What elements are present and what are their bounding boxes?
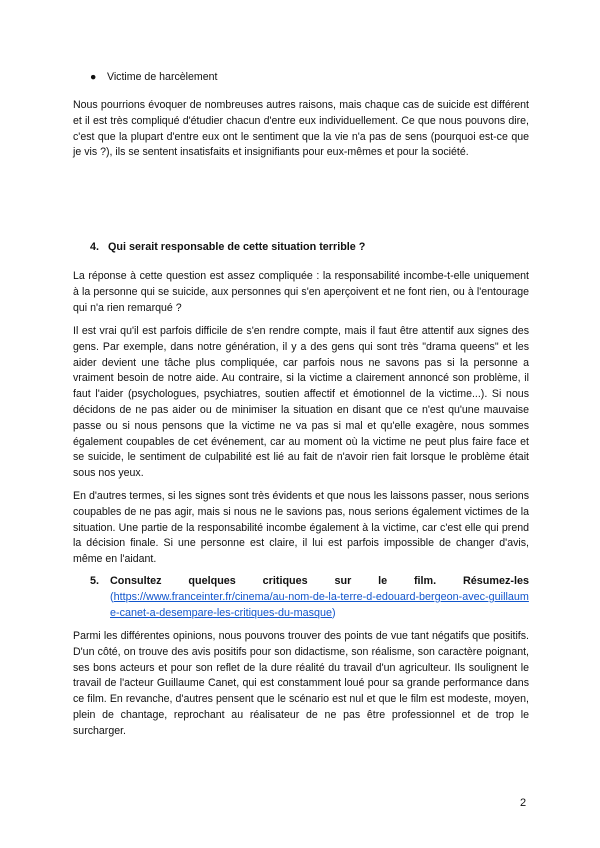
- paragraph-opinions: Parmi les différentes opinions, nous pouvons trouver des points de vue tant négatifs que positifs. D'un côté, on trouve des avis positifs pour son didactisme, son réalisme, son caractère poignant, ses bons acteurs et pour son reflet de la dure réalité du travail d'un agriculteur. Ils soulignent le travail de l'acteur Guillaume Canet, qui est constamment loué pour sa grande performance dans ce film. En revanche, d'autres pensent que le scénario est nul et que le film est modeste, moyen, plein de chantage, reprochant au réalisateur de ne pas être professionnel et de trop le surcharger.: [73, 630, 529, 737]
- paragraph-answer: La réponse à cette question est assez compliquée : la responsabilité incombe-t-elle uniquement à la personne qui se suicide, aux personnes qui s'en aperçoivent et ne font rien, ou à l'entourage qui n'a rien remarqué ?: [73, 270, 529, 314]
- critiques-link[interactable]: https://www.franceinter.fr/cinema/au-nom-de-la-terre-d-edouard-bergeon-avec-guillaume-canet-a-desempare-les-critiques-du-masque: [110, 590, 529, 619]
- bullet-item: [90, 70, 217, 85]
- paragraph-signs: Il est vrai qu'il est parfois difficile de s'en rendre compte, mais il faut être attentif aux signes des gens. Par exemple, dans notre génération, il y a des gens qui sont très "drama queens" et les aider devient une tâche plus compliquée, car parfois nous ne savons pas si la personne a vraiment besoin de notre aide. Au contraire, si la victime a clairement annoncé son problème, il faut l'aider (psychologues, psychiatres, soutien affectif et émotionnel de la victime...). Si nous décidons de ne pas aider ou de minimiser la situation en disant que ce n'est qu'une mauvaise passe ou si nous pensons que la victime ne va pas si mal et qu'elle exagère, nous sommes également coupables de cet événement, car au moment où la victime ne peut plus faire face et se suicide, le sentiment de culpabilité est lié au fait de n'avoir rien fait lorsque le problème était sous nos yeux.: [73, 325, 529, 480]
- link-open-paren: (: [110, 590, 114, 603]
- section-4-number: 4.: [90, 241, 100, 253]
- bullet-text: Victime de harcèlement: [106, 71, 218, 83]
- link-close-paren: ): [332, 606, 336, 619]
- section-5-heading: [90, 574, 529, 621]
- section-5-number: 5.: [90, 575, 100, 587]
- paragraph-other-terms: En d'autres termes, si les signes sont très évidents et que nous les laissons passer, nous serions coupables de ne pas agir, mais si nous ne le savions pas, nous serions également victimes de la situation. Une partie de la responsabilité incombe également à la victime, car c'est elle qui prend la décision finale. Si une personne est claire, il lui est parfois impossible de changer d'avis, même en l'aidant.: [73, 490, 529, 566]
- section-5-title: Consultez quelques critiques sur le film. Résumez-les: [110, 575, 529, 587]
- page-number: 2: [520, 797, 527, 809]
- bullet-dot-icon: ●: [90, 71, 97, 83]
- section-4-title: Qui serait responsable de cette situation terrible ?: [108, 241, 366, 253]
- paragraph-reasons: Nous pourrions évoquer de nombreuses autres raisons, mais chaque cas de suicide est différent et il est très compliqué d'étudier chacun d'entre eux individuellement. Ce que nous pouvons dire, c'est que la plupart d'entre eux ont le sentiment que la vie n'a pas de sens (pourquoi est-ce que je vis ?), ils se sentent insatisfaits et insignifiants pour eux-mêmes et pour la société.: [73, 99, 529, 159]
- section-4-heading: [90, 240, 365, 255]
